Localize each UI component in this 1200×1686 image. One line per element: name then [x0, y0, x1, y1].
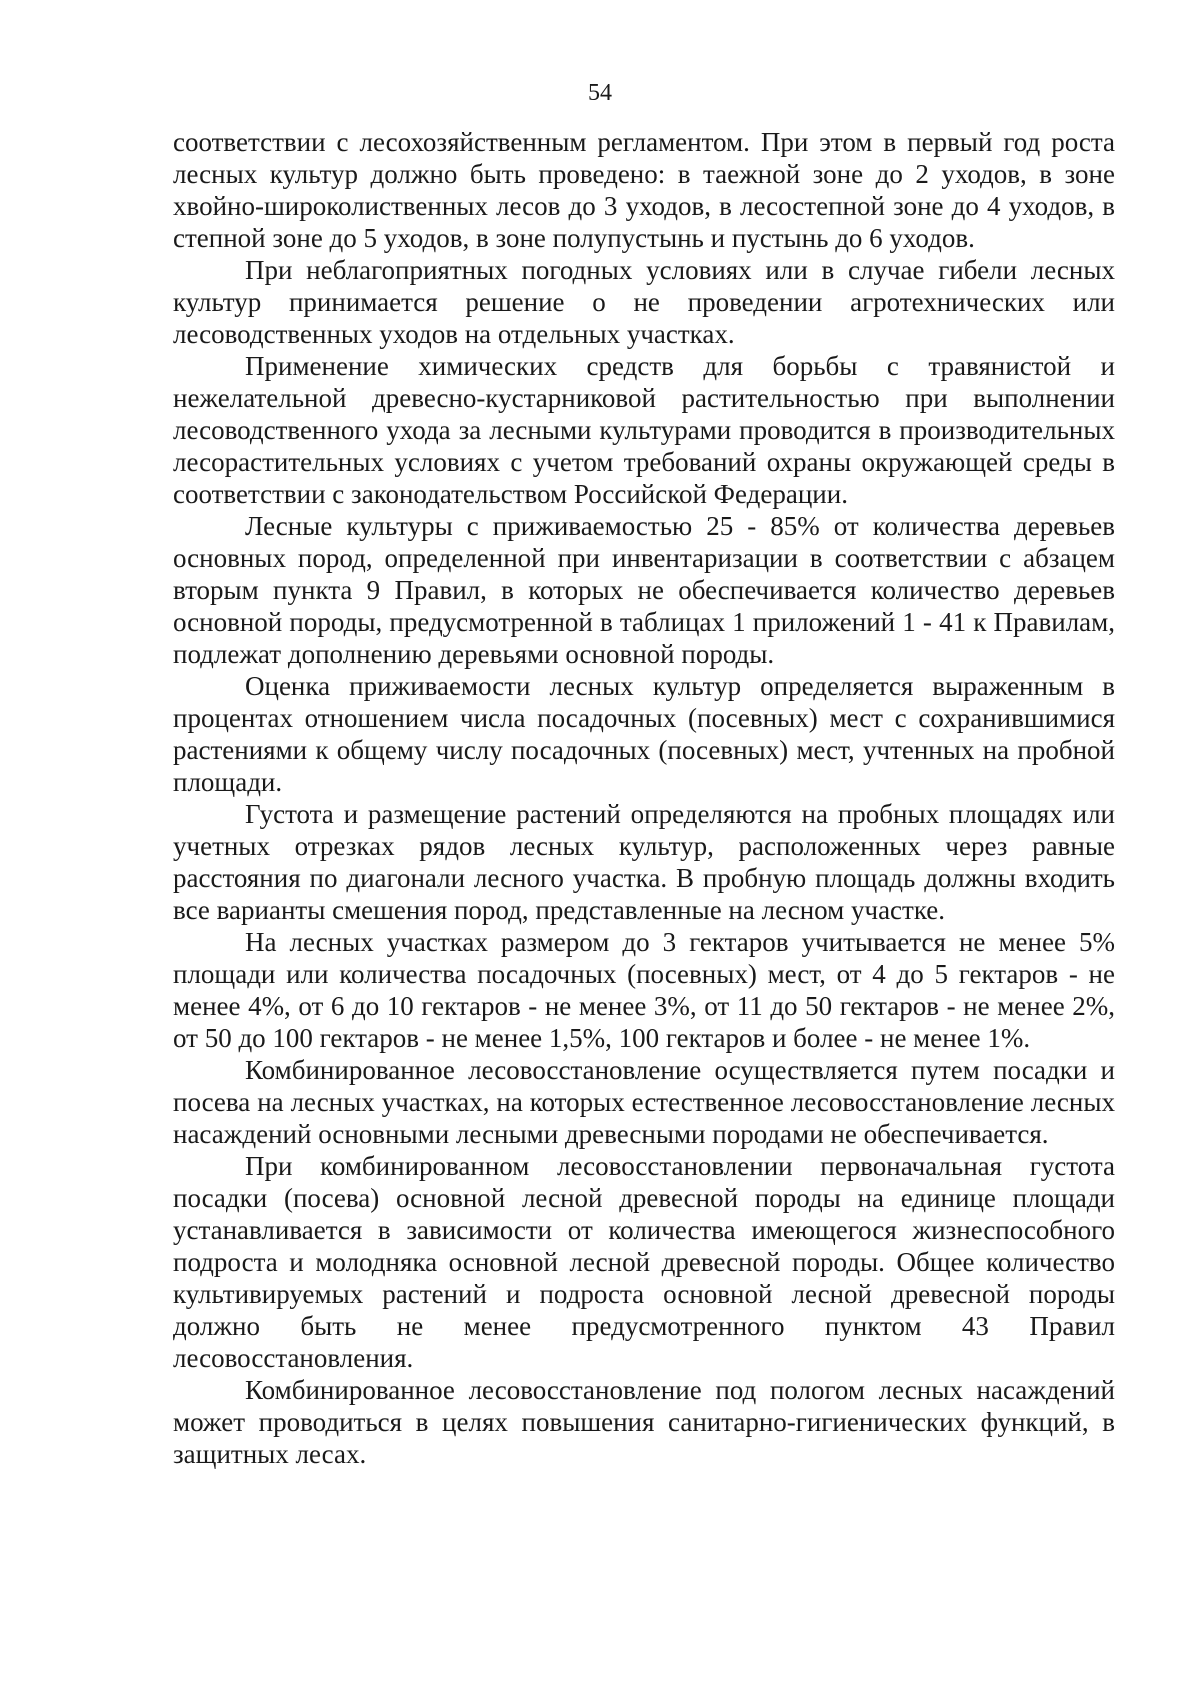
page-number: 54	[588, 80, 612, 106]
paragraph: Оценка приживаемости лесных культур определяется выраженным в процентах отношением числа посадочных (посевных) мест с сохранившимися растениями к общему числу посадочных (посевных) мест, учтенных на пробной площади.	[173, 671, 1115, 797]
paragraph: Комбинированное лесовосстановление осуществляется путем посадки и посева на лесных участках, на которых естественное лесовосстановление лесных насаждений основными лесными древесными породами не обеспечивается.	[173, 1055, 1115, 1149]
paragraph: Комбинированное лесовосстановление под пологом лесных насаждений может проводиться в целях повышения санитарно-гигиенических функций, в защитных лесах.	[173, 1375, 1115, 1469]
body-text	[173, 126, 1115, 1470]
paragraph: На лесных участках размером до 3 гектаров учитывается не менее 5% площади или количества посадочных (посевных) мест, от 4 до 5 гектаров - не менее 4%, от 6 до 10 гектаров - не менее 3%, от 11 до 50 гектаров - не менее 2%, от 50 до 100 гектаров - не менее 1,5%, 100 гектаров и более - не менее 1%.	[173, 927, 1115, 1053]
paragraph: При неблагоприятных погодных условиях или в случае гибели лесных культур принимается решение о не проведении агротехнических или лесоводственных уходов на отдельных участках.	[173, 255, 1115, 349]
paragraph: Применение химических средств для борьбы с травянистой и нежелательной древесно-кустарниковой растительностью при выполнении лесоводственного ухода за лесными культурами проводится в производительных лесорастительных условиях с учетом требований охраны окружающей среды в соответствии с законодательством Российской Федерации.	[173, 351, 1115, 509]
paragraph: При комбинированном лесовосстановлении первоначальная густота посадки (посева) основной лесной древесной породы на единице площади устанавливается в зависимости от количества имеющегося жизнеспособного подроста и молодняка основной лесной древесной породы. Общее количество культивируемых растений и подроста основной лесной древесной породы должно быть не менее предусмотренного пунктом 43 Правил лесовосстановления.	[173, 1151, 1115, 1373]
paragraph: соответствии с лесохозяйственным регламентом. При этом в первый год роста лесных культур должно быть проведено: в таежной зоне до 2 уходов, в зоне хвойно-широколиственных лесов до 3 уходов, в лесостепной зоне до 4 уходов, в степной зоне до 5 уходов, в зоне полупустынь и пустынь до 6 уходов.	[173, 127, 1115, 253]
paragraph: Лесные культуры с приживаемостью 25 - 85% от количества деревьев основных пород, определенной при инвентаризации в соответствии с абзацем вторым пункта 9 Правил, в которых не обеспечивается количество деревьев основной породы, предусмотренной в таблицах 1 приложений 1 - 41 к Правилам, подлежат дополнению деревьями основной породы.	[173, 511, 1115, 669]
paragraph: Густота и размещение растений определяются на пробных площадях или учетных отрезках рядов лесных культур, расположенных через равные расстояния по диагонали лесного участка. В пробную площадь должны входить все варианты смешения пород, представленные на лесном участке.	[173, 799, 1115, 925]
